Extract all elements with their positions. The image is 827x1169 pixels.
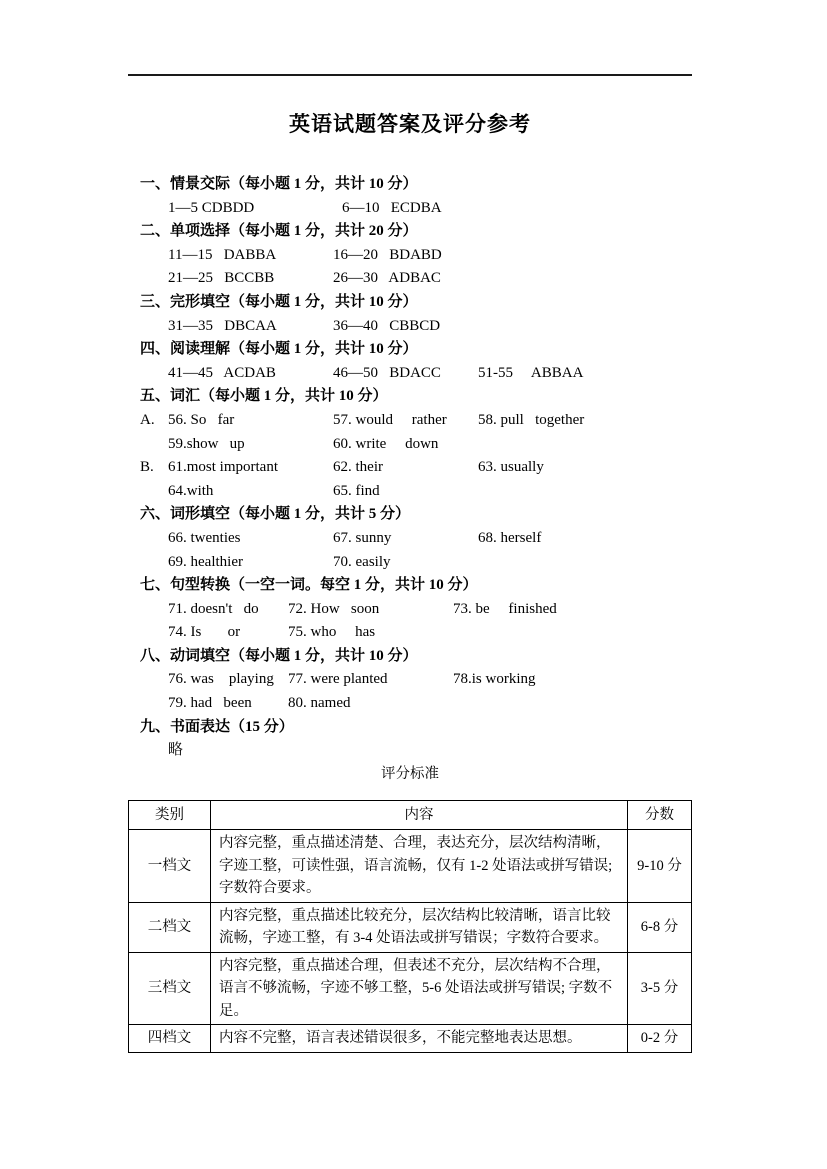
answer-cell: 26—30 ADBAC xyxy=(333,270,441,287)
answer-cell: 62. their xyxy=(333,459,383,476)
section-sentence-transform xyxy=(128,574,692,645)
category-cell: 四档文 xyxy=(129,1025,211,1053)
answer-cell: 6—10 ECDBA xyxy=(342,199,442,216)
option-prefix: A. xyxy=(140,411,155,428)
answer-cell: 67. sunny xyxy=(333,529,392,546)
answer-row xyxy=(128,197,692,221)
answer-row xyxy=(128,551,692,575)
answer-cell: 58. pull together xyxy=(478,411,585,428)
answer-cell: 65. find xyxy=(333,482,380,499)
answer-row xyxy=(128,668,692,692)
score-cell: 9-10 分 xyxy=(628,830,692,903)
table-row xyxy=(129,902,692,952)
answer-row xyxy=(128,598,692,622)
section-heading: 五、词汇（每小题 1 分，共计 10 分） xyxy=(140,388,388,405)
header-rule xyxy=(128,74,692,76)
answer-cell: 51-55 ABBAA xyxy=(478,364,584,381)
answer-row xyxy=(128,267,692,291)
table-header-row xyxy=(129,801,692,830)
section-cloze xyxy=(128,291,692,338)
content-cell: 内容完整，重点描述比较充分，层次结构比较清晰，语言比较流畅，字迹工整，有 3-4 处语法或拼写错误；字数符合要求。 xyxy=(211,902,628,952)
grading-table xyxy=(128,800,692,1053)
section-vocabulary xyxy=(128,385,692,503)
answer-row xyxy=(128,362,692,386)
answer-cell: 70. easily xyxy=(333,553,391,570)
answer-cell: 74. Is or xyxy=(168,624,241,641)
content-cell: 内容完整，重点描述合理，但表述不充分，层次结构不合理，语言不够流畅，字迹不够工整，5-6 处语法或拼写错误; 字数不足。 xyxy=(211,952,628,1025)
category-cell: 一档文 xyxy=(129,830,211,903)
category-cell: 二档文 xyxy=(129,902,211,952)
answer-cell: 72. How soon xyxy=(288,600,380,617)
answer-cell: 57. would rather xyxy=(333,411,447,428)
option-prefix xyxy=(140,480,168,504)
answer-cell: 71. doesn't do xyxy=(168,600,259,617)
answer-cell: 78.is working xyxy=(453,671,536,688)
answer-cell: 59.show up xyxy=(168,435,245,452)
answer-row xyxy=(128,315,692,339)
content-cell: 内容不完整，语言表述错误很多，不能完整地表达思想。 xyxy=(211,1025,628,1053)
answer-cell: 75. who has xyxy=(288,624,376,641)
section-heading: 七、句型转换（一空一词。每空 1 分，共计 10 分） xyxy=(140,577,478,594)
answer-cell: 31—35 DBCAA xyxy=(168,317,277,334)
answer-row xyxy=(128,244,692,268)
table-row xyxy=(129,952,692,1025)
answer-cell: 61.most important xyxy=(168,459,278,476)
table-row xyxy=(129,830,692,903)
page-title: 英语试题答案及评分参考 xyxy=(289,112,531,136)
answer-cell: 64.with xyxy=(168,482,214,499)
section-heading: 八、动词填空（每小题 1 分，共计 10 分） xyxy=(140,647,418,664)
answer-cell: 68. herself xyxy=(478,529,542,546)
section-word-forms xyxy=(128,503,692,574)
option-prefix: B. xyxy=(140,459,154,476)
answer-row xyxy=(128,739,692,763)
score-cell: 6-8 分 xyxy=(628,902,692,952)
answer-row xyxy=(128,409,692,433)
answer-cell: 略 xyxy=(168,742,184,759)
answer-cell: 69. healthier xyxy=(168,553,243,570)
score-cell: 3-5 分 xyxy=(628,952,692,1025)
answer-cell: 66. twenties xyxy=(168,529,241,546)
section-heading: 四、阅读理解（每小题 1 分，共计 10 分） xyxy=(140,341,418,358)
answer-cell: 56. So far xyxy=(168,411,235,428)
section-multiple-choice xyxy=(128,220,692,291)
answer-cell: 63. usually xyxy=(478,459,544,476)
section-writing xyxy=(128,716,692,763)
answer-cell: 41—45 ACDAB xyxy=(168,364,276,381)
section-heading: 三、完形填空（每小题 1 分，共计 10 分） xyxy=(140,293,418,310)
answer-row xyxy=(128,433,692,457)
answer-cell: 73. be finished xyxy=(453,600,557,617)
section-heading: 九、书面表达（15 分） xyxy=(140,718,294,735)
section-heading: 一、情景交际（每小题 1 分，共计 10 分） xyxy=(140,176,418,192)
answer-cell: 77. were planted xyxy=(288,671,388,688)
answer-cell: 11—15 DABBA xyxy=(168,246,277,263)
section-reading xyxy=(128,338,692,385)
column-header-content: 内容 xyxy=(211,801,628,830)
answer-cell: 36—40 CBBCD xyxy=(333,317,441,334)
answer-row xyxy=(128,692,692,716)
answer-cell: 46—50 BDACC xyxy=(333,364,441,381)
answer-cell: 79. had been xyxy=(168,695,252,712)
option-prefix xyxy=(140,433,168,457)
answer-cell: 60. write down xyxy=(333,435,439,452)
score-cell: 0-2 分 xyxy=(628,1025,692,1053)
answer-row xyxy=(128,527,692,551)
answer-cell: 80. named xyxy=(288,695,351,712)
section-heading: 二、单项选择（每小题 1 分，共计 20 分） xyxy=(140,223,418,240)
answer-cell: 76. was playing xyxy=(168,671,274,688)
section-heading: 六、词形填空（每小题 1 分，共计 5 分） xyxy=(140,506,411,523)
grading-criteria-title: 评分标准 xyxy=(381,765,439,782)
category-cell: 三档文 xyxy=(129,952,211,1025)
answer-cell: 21—25 BCCBB xyxy=(168,270,275,287)
answer-row xyxy=(128,480,692,504)
content-cell: 内容完整，重点描述清楚、合理，表达充分，层次结构清晰，字迹工整，可读性强，语言流畅，仅有 1-2 处语法或拼写错误; 字数符合要求。 xyxy=(211,830,628,903)
section-verb-fill xyxy=(128,645,692,716)
column-header-score: 分数 xyxy=(628,801,692,830)
section-dialogue xyxy=(128,173,692,220)
answer-key xyxy=(128,173,692,786)
answer-row xyxy=(128,456,692,480)
column-header-category: 类别 xyxy=(129,801,211,830)
answer-cell: 16—20 BDABD xyxy=(333,246,442,263)
answer-row xyxy=(128,621,692,645)
answer-cell: 1—5 CDBDD xyxy=(168,199,255,216)
table-row xyxy=(129,1025,692,1053)
